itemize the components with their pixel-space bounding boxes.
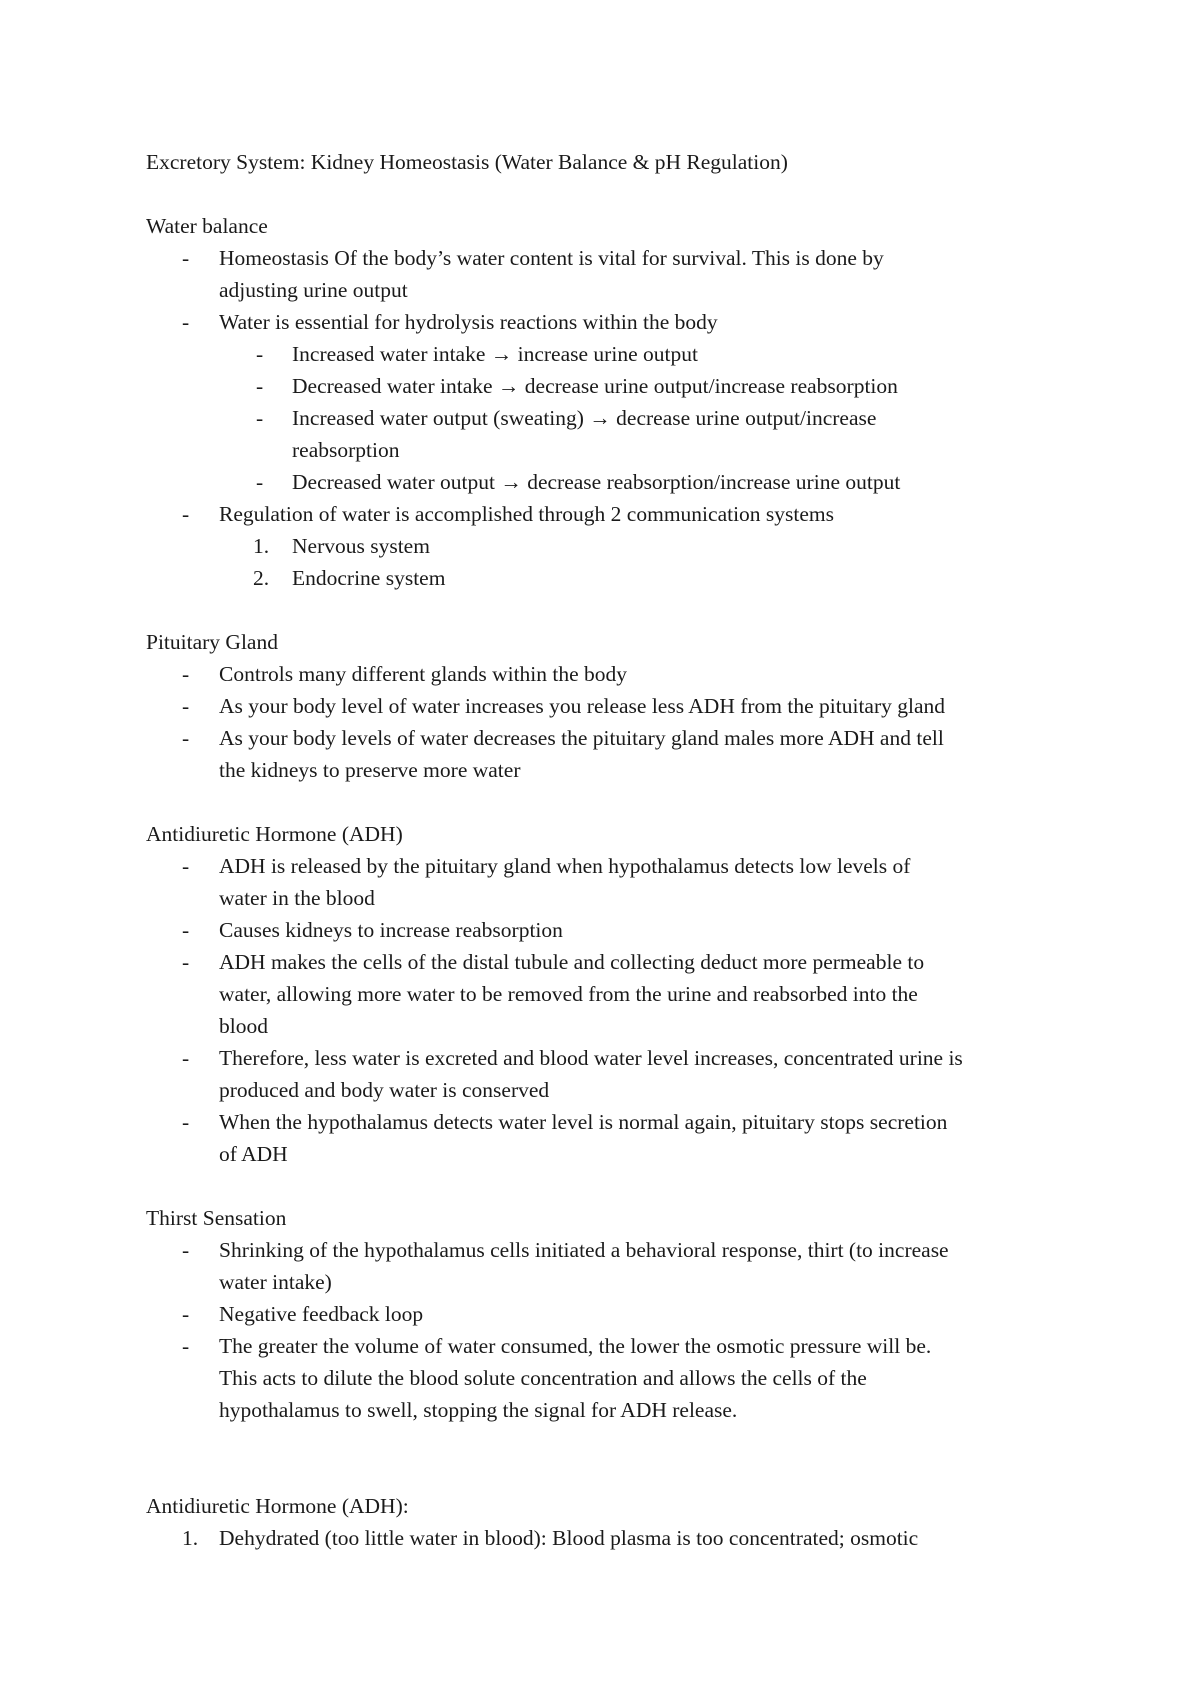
bullet-dash: - bbox=[182, 918, 190, 942]
list-item-text: ADH makes the cells of the distal tubule and collecting deduct more permeable to bbox=[219, 950, 925, 974]
list-item-text: water intake) bbox=[219, 1270, 332, 1294]
list-item-text: ADH is released by the pituitary gland when hypothalamus detects low levels of bbox=[219, 854, 911, 878]
list-item-text: the kidneys to preserve more water bbox=[219, 758, 521, 782]
list-item bbox=[146, 1298, 1076, 1330]
document-body bbox=[146, 146, 1076, 1554]
document-title: Excretory System: Kidney Homeostasis (Water Balance & pH Regulation) bbox=[146, 150, 788, 174]
list-item bbox=[146, 1106, 1076, 1170]
bullet-dash: - bbox=[256, 342, 264, 366]
bullet-dash: - bbox=[182, 1302, 190, 1326]
bullet-dash: - bbox=[182, 1046, 190, 1070]
list-item-text: Dehydrated (too little water in blood): Blood plasma is too concentrated; osmotic bbox=[219, 1526, 919, 1550]
list-item bbox=[146, 1042, 1076, 1106]
list-item-text: Increased water output (sweating) → decrease urine output/increase bbox=[292, 406, 877, 430]
list-item-text: Controls many different glands within the body bbox=[219, 662, 628, 686]
bullet-dash: - bbox=[182, 1110, 190, 1134]
blank-line bbox=[146, 594, 1076, 626]
section-heading: Water balance bbox=[146, 214, 268, 238]
list-item bbox=[146, 722, 1076, 786]
list-item bbox=[146, 498, 1076, 530]
list-item-text: Homeostasis Of the body’s water content is vital for survival. This is done by bbox=[219, 246, 884, 270]
list-item-text: produced and body water is conserved bbox=[219, 1078, 550, 1102]
blank-line bbox=[146, 1426, 1076, 1458]
list-item-text: When the hypothalamus detects water level is normal again, pituitary stops secretion bbox=[219, 1110, 948, 1134]
list-item-text: Decreased water intake → decrease urine output/increase reabsorption bbox=[292, 374, 898, 398]
list-item-text: The greater the volume of water consumed, the lower the osmotic pressure will be. bbox=[219, 1334, 932, 1358]
bullet-dash: - bbox=[182, 950, 190, 974]
list-item-text: blood bbox=[219, 1014, 268, 1038]
list-number: 1. bbox=[253, 534, 270, 558]
list-item-text: Nervous system bbox=[292, 534, 430, 558]
blank-line bbox=[146, 1458, 1076, 1490]
list-item bbox=[146, 1234, 1076, 1298]
list-item bbox=[146, 306, 1076, 338]
list-item-text: Regulation of water is accomplished through 2 communication systems bbox=[219, 502, 835, 526]
list-item-text: water, allowing more water to be removed from the urine and reabsorbed into the bbox=[219, 982, 918, 1006]
bullet-dash: - bbox=[182, 694, 190, 718]
bullet-dash: - bbox=[182, 726, 190, 750]
list-item-text: of ADH bbox=[219, 1142, 288, 1166]
list-item-text: As your body levels of water decreases the pituitary gland males more ADH and tell bbox=[219, 726, 944, 750]
bullet-dash: - bbox=[256, 470, 264, 494]
list-item-text: This acts to dilute the blood solute concentration and allows the cells of the bbox=[219, 1366, 867, 1390]
list-item-text: Increased water intake → increase urine output bbox=[292, 342, 698, 366]
list-item bbox=[146, 370, 1076, 402]
list-item-text: Shrinking of the hypothalamus cells initiated a behavioral response, thirt (to increase bbox=[219, 1238, 949, 1262]
list-item-text: Endocrine system bbox=[292, 566, 446, 590]
bullet-dash: - bbox=[182, 662, 190, 686]
list-number: 2. bbox=[253, 566, 270, 590]
bullet-dash: - bbox=[256, 406, 264, 430]
list-item bbox=[146, 338, 1076, 370]
sections-container bbox=[146, 178, 1076, 1554]
list-item-text: reabsorption bbox=[292, 438, 400, 462]
section-heading: Antidiuretic Hormone (ADH): bbox=[146, 1494, 409, 1518]
blank-line bbox=[146, 178, 1076, 210]
list-item-text: Decreased water output → decrease reabsorption/increase urine output bbox=[292, 470, 901, 494]
list-item-text: adjusting urine output bbox=[219, 278, 408, 302]
list-item bbox=[146, 658, 1076, 690]
section-heading: Thirst Sensation bbox=[146, 1206, 287, 1230]
list-item bbox=[146, 562, 1076, 594]
blank-line bbox=[146, 1170, 1076, 1202]
list-item bbox=[146, 466, 1076, 498]
list-item bbox=[146, 1330, 1076, 1426]
list-item bbox=[146, 690, 1076, 722]
list-item-text: As your body level of water increases you release less ADH from the pituitary gland bbox=[219, 694, 946, 718]
bullet-dash: - bbox=[182, 1238, 190, 1262]
bullet-dash: - bbox=[182, 310, 190, 334]
list-item bbox=[146, 1522, 1076, 1554]
bullet-dash: - bbox=[182, 246, 190, 270]
list-item-text: Water is essential for hydrolysis reactions within the body bbox=[219, 310, 718, 334]
bullet-dash: - bbox=[182, 854, 190, 878]
bullet-dash: - bbox=[182, 1334, 190, 1358]
list-item bbox=[146, 946, 1076, 1042]
blank-line bbox=[146, 786, 1076, 818]
list-item-text: hypothalamus to swell, stopping the signal for ADH release. bbox=[219, 1398, 738, 1422]
list-item-text: Causes kidneys to increase reabsorption bbox=[219, 918, 563, 942]
list-item-text: Negative feedback loop bbox=[219, 1302, 424, 1326]
list-item-text: Therefore, less water is excreted and blood water level increases, concentrated urine is bbox=[219, 1046, 963, 1070]
bullet-dash: - bbox=[256, 374, 264, 398]
list-number: 1. bbox=[182, 1526, 199, 1550]
section-heading: Antidiuretic Hormone (ADH) bbox=[146, 822, 403, 846]
list-item-text: water in the blood bbox=[219, 886, 375, 910]
section-heading: Pituitary Gland bbox=[146, 630, 278, 654]
list-item bbox=[146, 530, 1076, 562]
list-item bbox=[146, 914, 1076, 946]
list-item bbox=[146, 850, 1076, 914]
list-item bbox=[146, 402, 1076, 466]
list-item bbox=[146, 242, 1076, 306]
bullet-dash: - bbox=[182, 502, 190, 526]
